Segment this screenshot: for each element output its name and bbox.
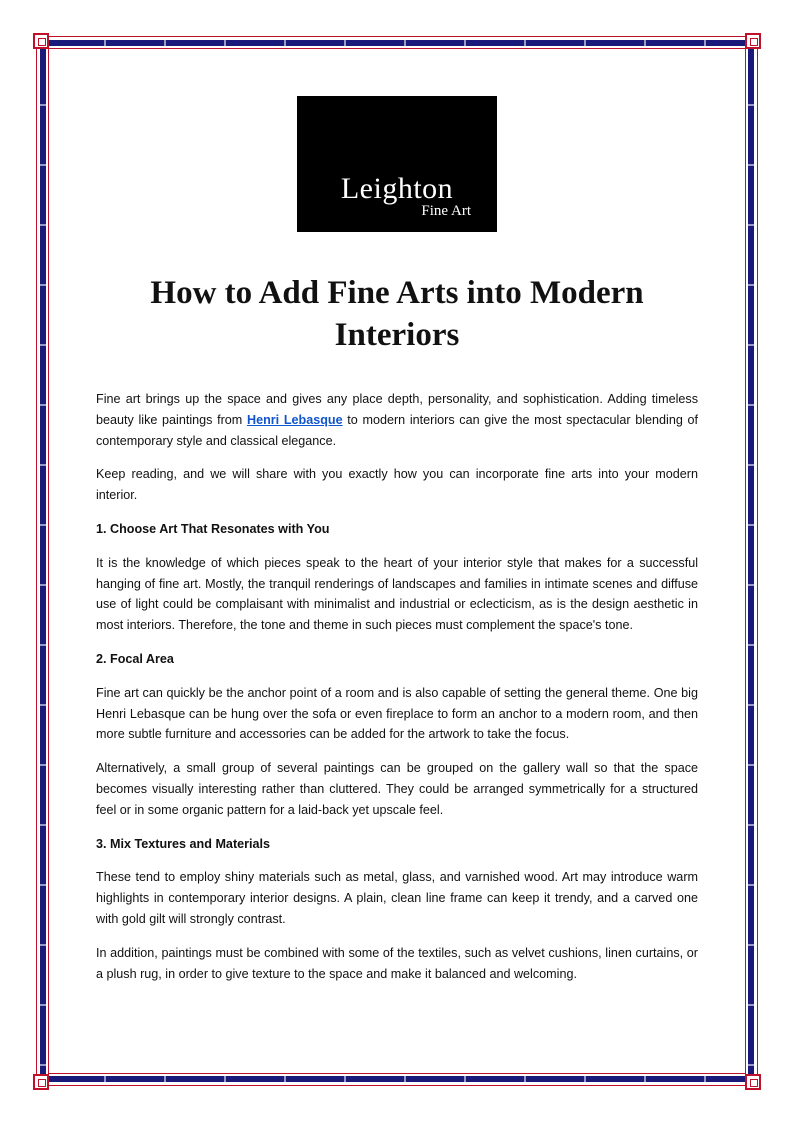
intro-text-before-link: Fine art brings up the space and gives any place depth, personality, and sophistication. Adding timeless beauty like paintings from (96, 392, 698, 427)
corner-ornament-top-left (33, 33, 49, 49)
article-body (96, 389, 698, 997)
henri-lebasque-link[interactable]: Henri Lebasque (246, 412, 343, 427)
section-paragraph: These tend to employ shiny materials such as metal, glass, and varnished wood. Art may introduce warm highlights in contemporary interior designs. A plain, clean line frame can keep it trendy, and a carved one with gold gilt will strongly contrast. (96, 870, 698, 926)
intro-paragraph-2: Keep reading, and we will share with you exactly how you can incorporate fine arts into your modern interior. (96, 467, 698, 503)
page-title: How to Add Fine Arts into Modern Interiors (150, 275, 644, 353)
page-border-pattern-right (748, 46, 754, 1076)
section-paragraph: In addition, paintings must be combined with some of the textiles, such as velvet cushions, linen curtains, or a plush rug, in order to give texture to the space and make it balanced and welcoming. (96, 945, 698, 981)
logo-name: Leighton (340, 172, 454, 205)
corner-ornament-top-right (745, 33, 761, 49)
corner-ornament-bottom-right (745, 1074, 761, 1090)
brand-logo (297, 96, 497, 232)
section-paragraph: Fine art can quickly be the anchor point of a room and is also capable of setting the general theme. One big Henri Lebasque can be hung over the sofa or even fireplace to form an anchor to a modern room, and then more subtle furniture and accessories can be added for the artwork to take the focus. (96, 685, 698, 742)
intro-paragraph (96, 389, 698, 451)
page-border-pattern-top (46, 40, 748, 46)
section-paragraph: Alternatively, a small group of several paintings can be grouped on the gallery wall so that the space becomes visually interesting rather than cluttered. They could be arranged symmetrically for a structured feel or in some organic pattern for a laid-back yet upscale feel. (96, 761, 698, 817)
section-paragraph: It is the knowledge of which pieces speak to the heart of your interior style that makes for a successful hanging of fine art. Mostly, the tranquil renderings of landscapes and families in intimate scenes and diffuse use of light could be complaisant with minimalist and industrial or eclecticism, as is the design aesthetic in most interiors. Therefore, the tone and theme in such pieces must complement the space's tone. (96, 555, 698, 633)
corner-ornament-bottom-left (33, 1074, 49, 1090)
section-heading: 2. Focal Area (96, 651, 174, 666)
logo-subtitle: Fine Art (421, 203, 471, 219)
page-border-pattern-left (40, 46, 46, 1076)
intro-text-after-link: to modern interiors can give the most spectacular blending of contemporary style and classical elegance. (96, 412, 698, 448)
page-border-pattern-bottom (46, 1076, 748, 1082)
section-heading: 3. Mix Textures and Materials (96, 836, 271, 851)
section-heading: 1. Choose Art That Resonates with You (96, 521, 330, 536)
